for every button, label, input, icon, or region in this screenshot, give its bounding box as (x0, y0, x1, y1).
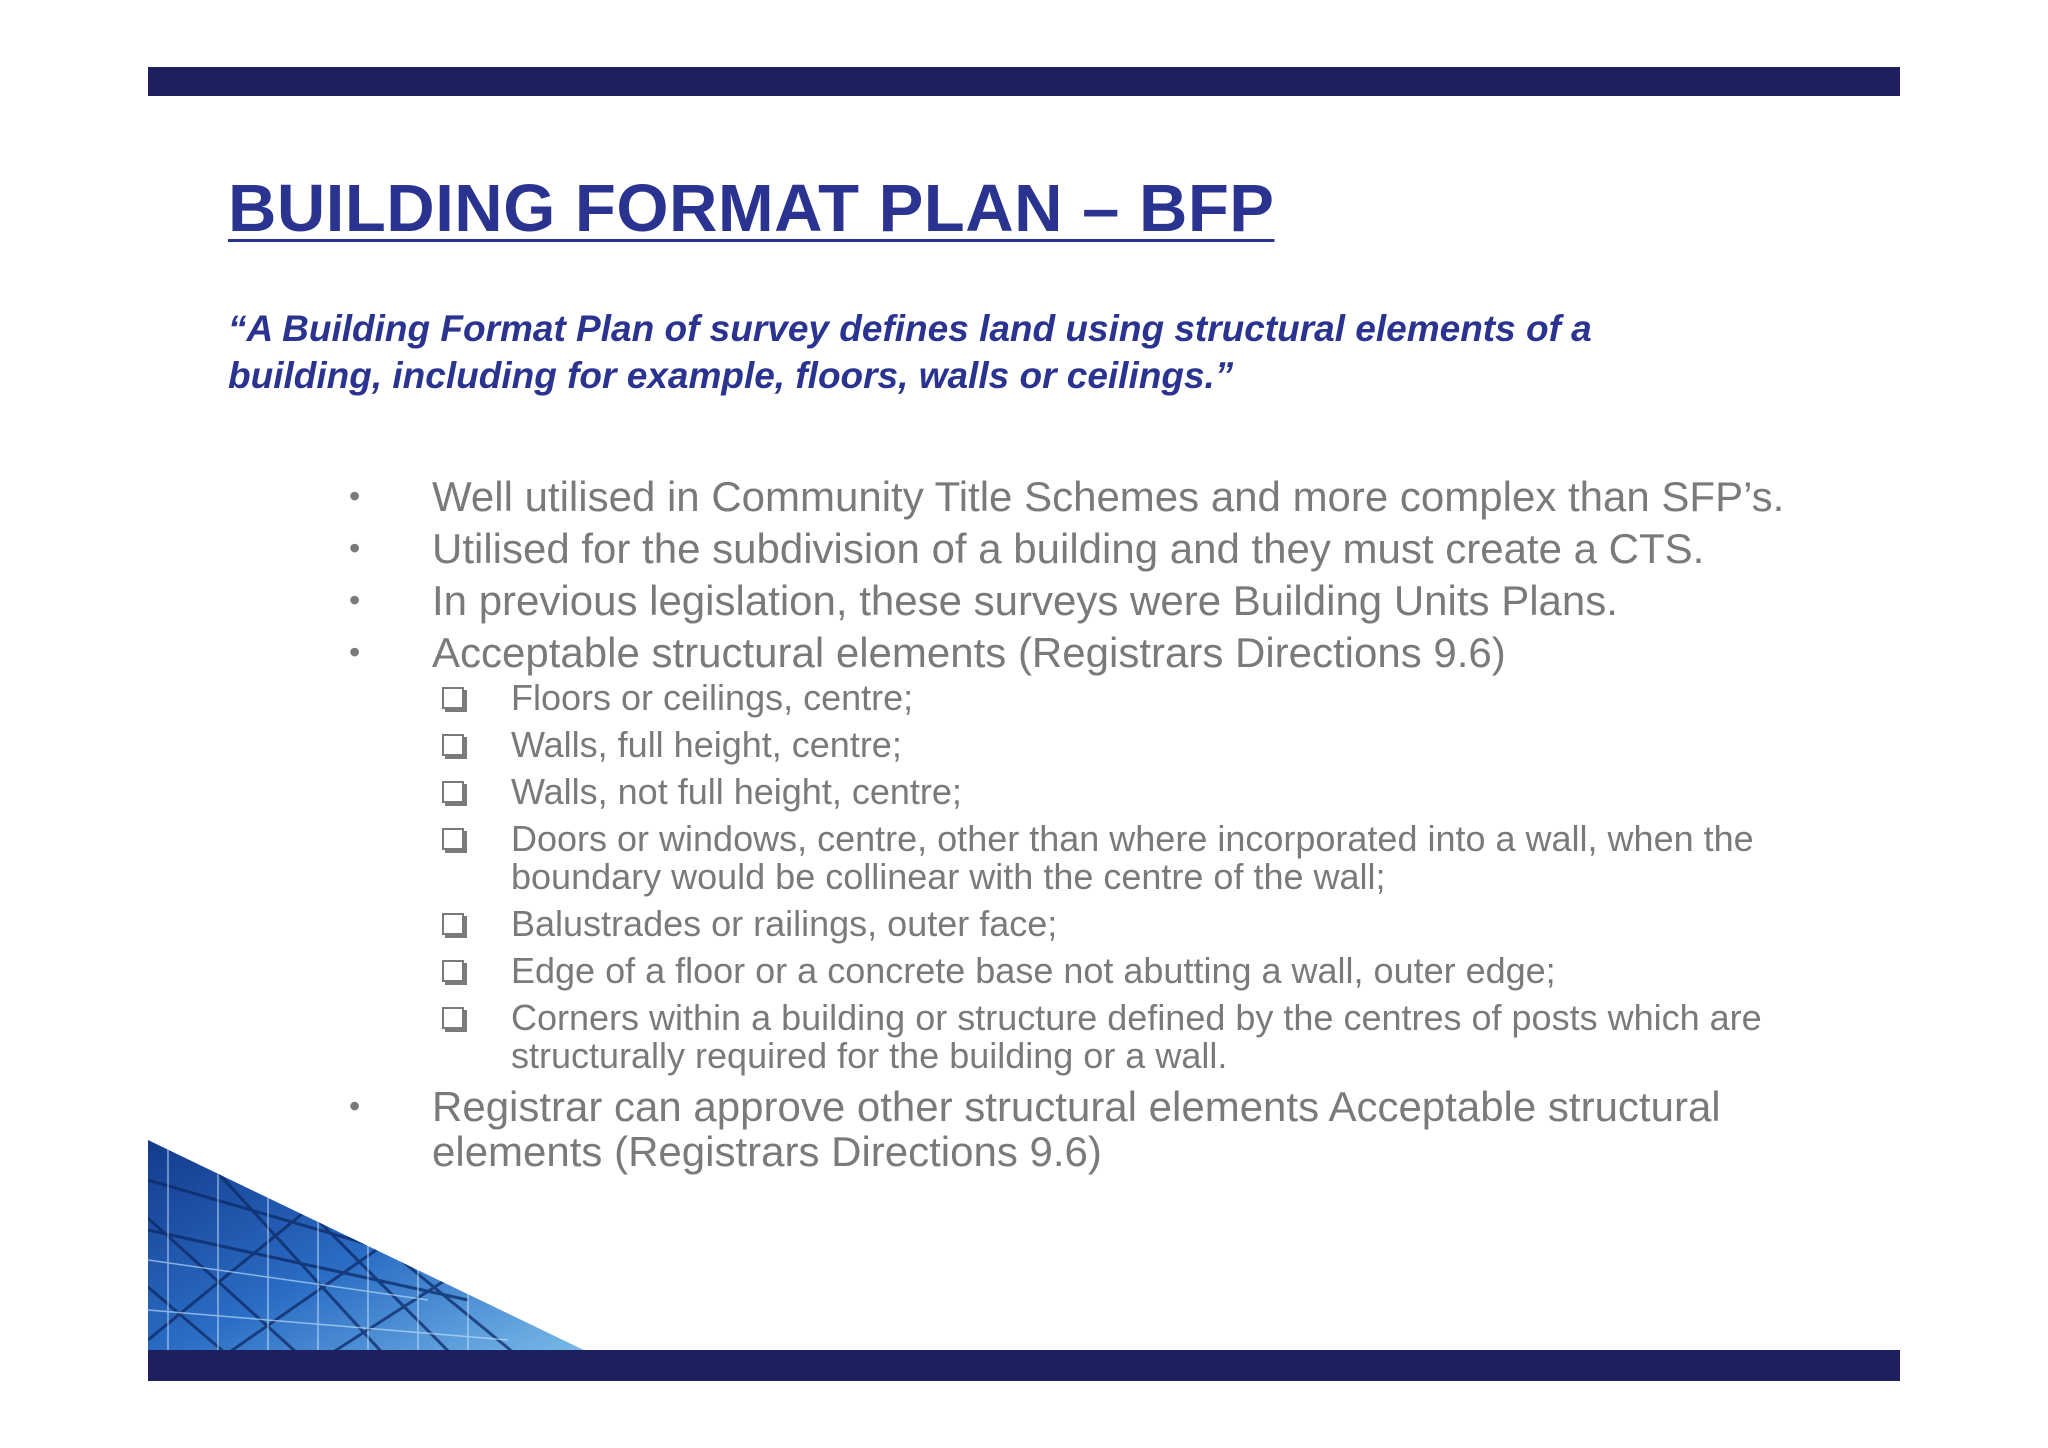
checkbox-icon (442, 960, 464, 982)
structural-elements-list (432, 679, 1865, 1075)
bullet-item (345, 474, 1865, 519)
checkbox-icon (442, 1007, 464, 1029)
bullet-text: Utilised for the subdivision of a building and they must create a CTS. (432, 525, 1705, 572)
bullet-item (345, 1084, 1865, 1174)
bullet-item (345, 526, 1865, 571)
bullet-item (345, 630, 1865, 675)
checkbox-icon (442, 734, 464, 756)
bullet-dot-icon: • (349, 530, 361, 566)
sub-item-text: Walls, not full height, centre; (511, 771, 962, 812)
sub-list-item (432, 726, 1865, 764)
bullet-text: Registrar can approve other structural elements Acceptable structural elements (Registrars Directions 9.6) (432, 1083, 1721, 1175)
bullet-text: In previous legislation, these surveys were Building Units Plans. (432, 577, 1618, 624)
sub-list-item (432, 820, 1865, 896)
sub-list-container (432, 679, 1865, 1075)
bullet-item (345, 578, 1865, 623)
sub-list-item (432, 905, 1865, 943)
sub-item-text: Doors or windows, centre, other than where incorporated into a wall, when the boundary would be collinear with the centre of the wall; (511, 818, 1754, 897)
sub-item-text: Floors or ceilings, centre; (511, 677, 914, 718)
definition-quote: “A Building Format Plan of survey defines land using structural elements of a building, including for example, floors, walls or ceilings.” (228, 308, 1592, 396)
bullet-dot-icon: • (349, 1088, 361, 1124)
checkbox-icon (442, 687, 464, 709)
bullet-list (345, 474, 1865, 1181)
sub-item-text: Edge of a floor or a concrete base not abutting a wall, outer edge; (511, 950, 1556, 991)
sub-item-text: Corners within a building or structure defined by the centres of posts which are structurally required for the building or a wall. (511, 997, 1762, 1076)
top-bar (148, 67, 1900, 96)
bullet-dot-icon: • (349, 478, 361, 514)
sub-list-item (432, 679, 1865, 717)
checkbox-icon (442, 828, 464, 850)
bullet-text: Well utilised in Community Title Schemes and more complex than SFP’s. (432, 473, 1785, 520)
sub-list-item (432, 773, 1865, 811)
sub-list-item (432, 952, 1865, 990)
bullet-dot-icon: • (349, 582, 361, 618)
sub-item-text: Balustrades or railings, outer face; (511, 903, 1058, 944)
bottom-bar (148, 1350, 1900, 1381)
sub-list-item (432, 999, 1865, 1075)
bullet-text: Acceptable structural elements (Registrars Directions 9.6) (432, 629, 1506, 676)
checkbox-icon (442, 913, 464, 935)
sub-item-text: Walls, full height, centre; (511, 724, 902, 765)
bullet-dot-icon: • (349, 634, 361, 670)
checkbox-icon (442, 781, 464, 803)
slide-title: BUILDING FORMAT PLAN – BFP (228, 171, 1275, 246)
